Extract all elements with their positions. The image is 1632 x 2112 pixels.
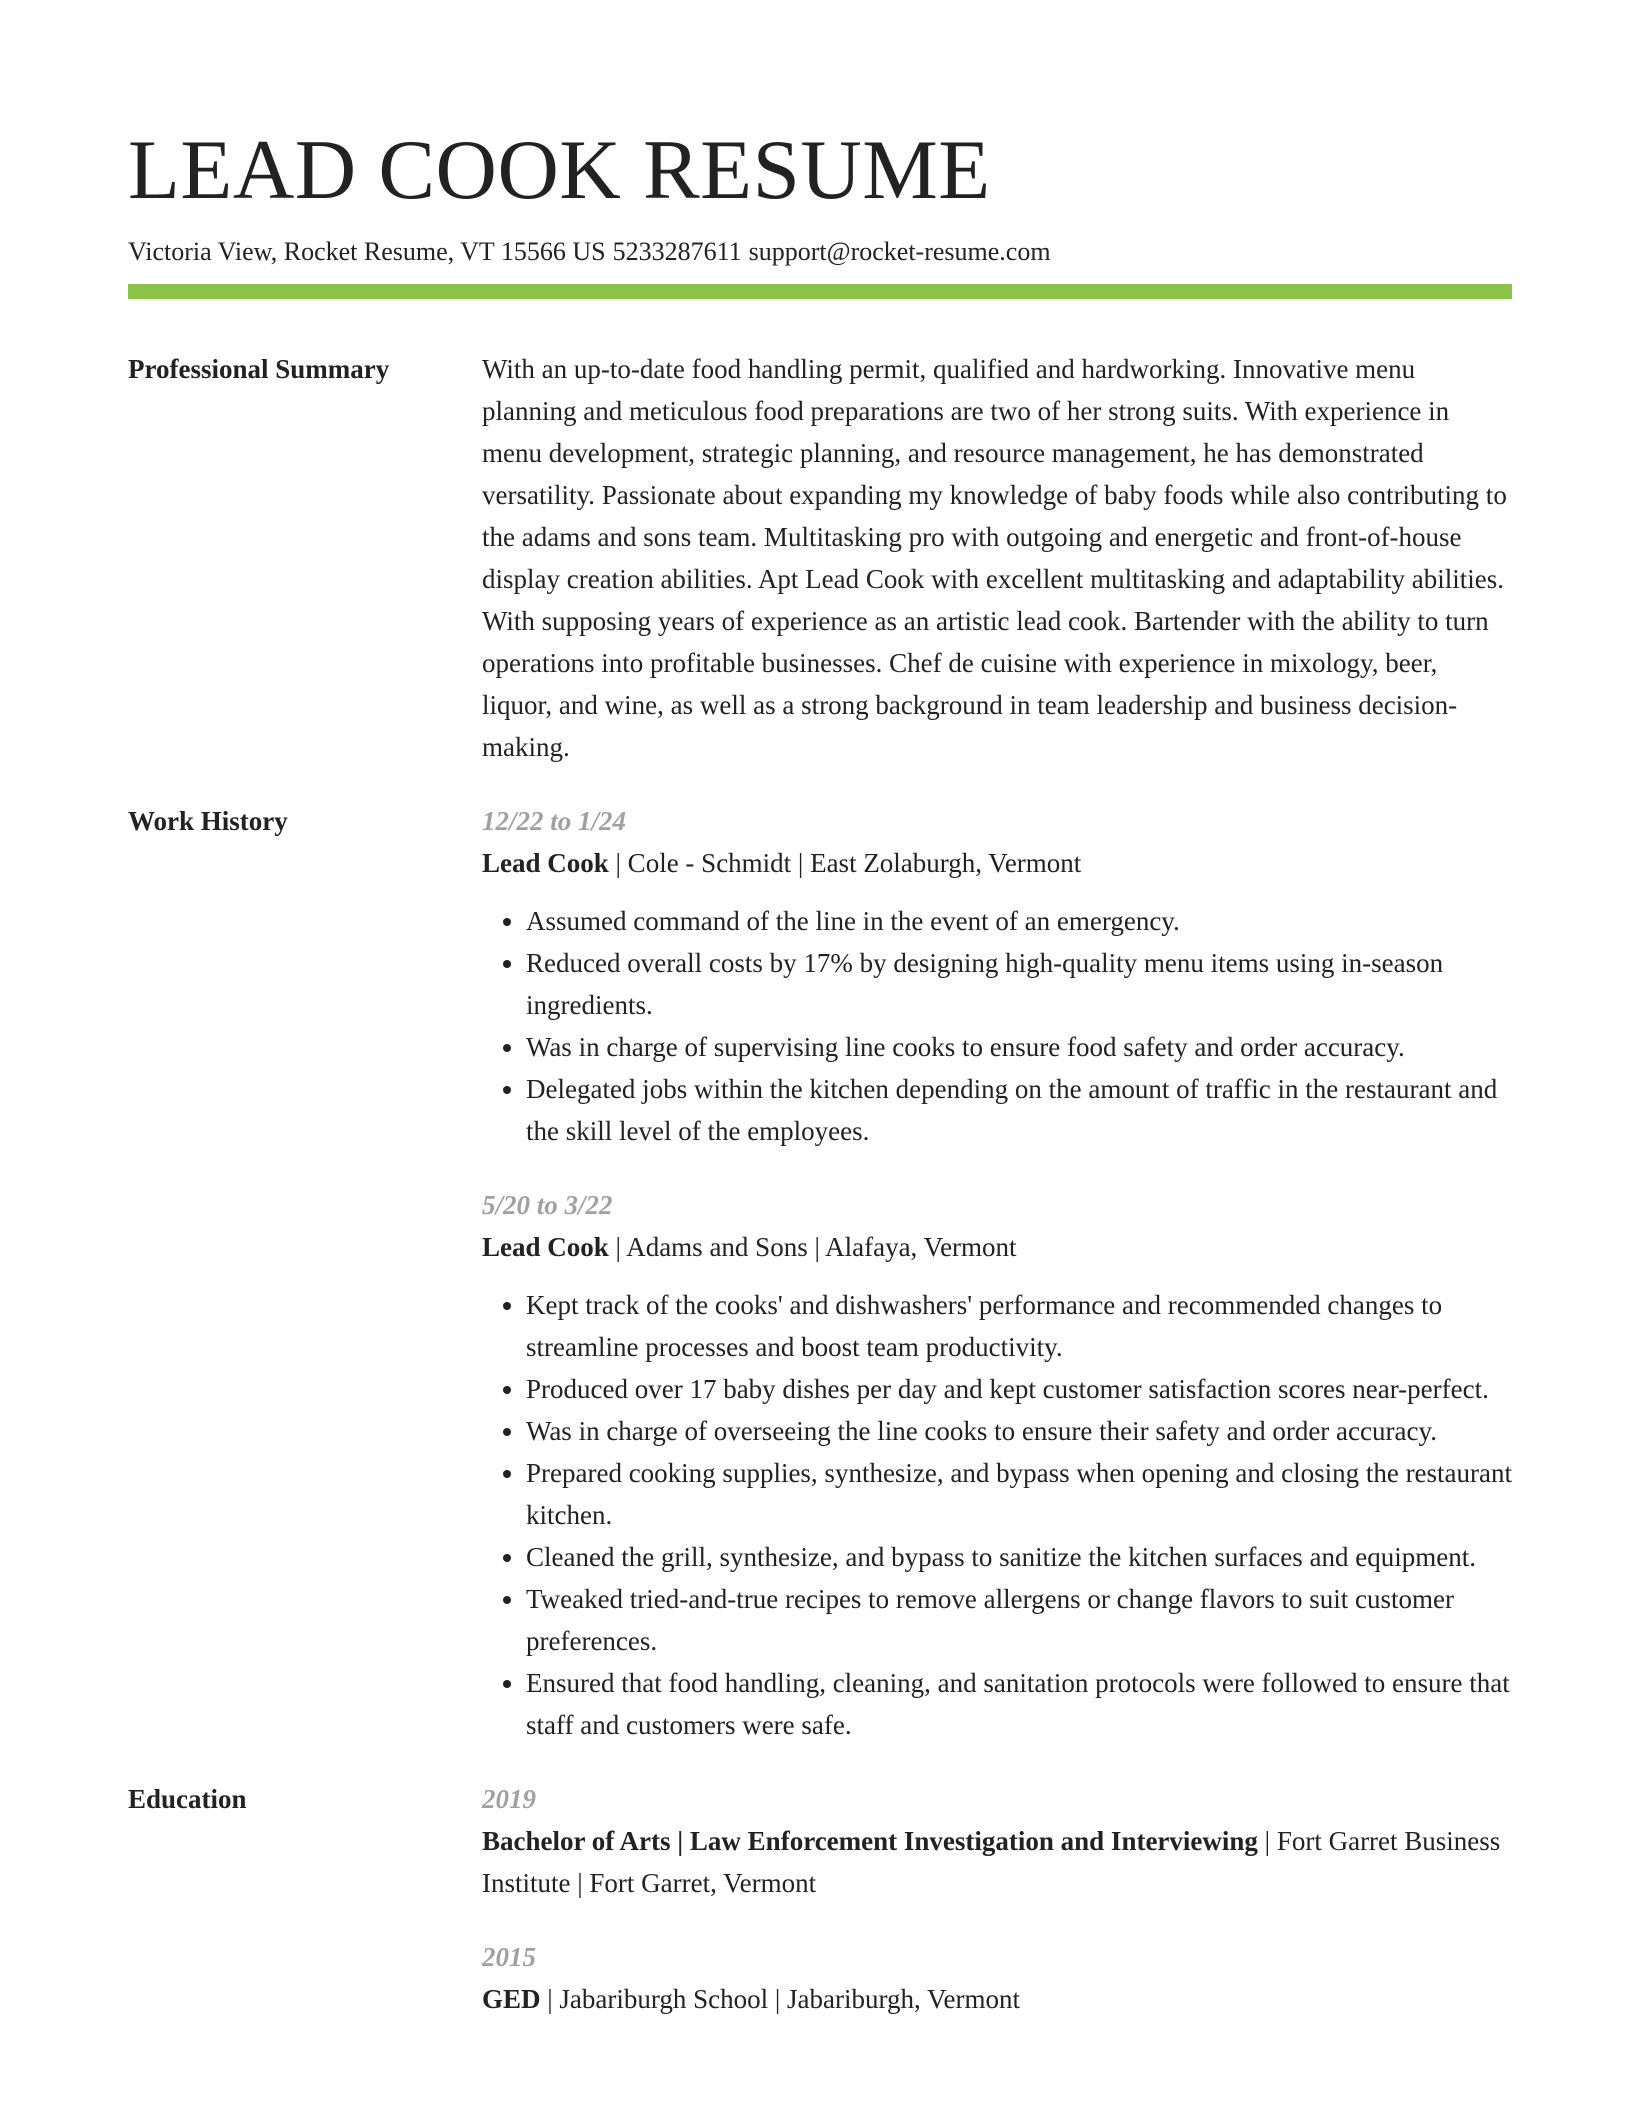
job-dates: 5/20 to 3/22	[482, 1190, 613, 1220]
summary-text: With an up-to-date food handling permit, qualified and hardworking. Innovative menu planning and meticulous food preparations are two of her strong suits. With experience in menu development, strategic planning, and resource management, he has demonstrated versatility. Passionate about expanding my knowledge of baby foods while also contributing to the adams and sons team. Multitasking pro with outgoing and energetic and front-of-house display creation abilities. Apt Lead Cook with excellent multitasking and adaptability abilities. With supposing years of experience as an artistic lead cook. Bartender with the ability to turn operations into profitable businesses. Chef de cuisine with experience in mixology, beer, liquor, and wine, as well as a strong background in team leadership and business decision-making.	[482, 354, 1507, 762]
education-line	[482, 1820, 1512, 1904]
job-entry	[482, 1184, 1512, 1746]
resume-page	[128, 0, 1512, 2020]
education-year: 2015	[482, 1942, 536, 1972]
job-bullet: • Prepared cooking supplies, synthesize, and bypass when opening and closing the restaurant kitchen.	[526, 1452, 1512, 1536]
professional-summary-section	[128, 348, 1512, 768]
job-title-line	[482, 842, 1512, 884]
job-details: | Adams and Sons | Alafaya, Vermont	[608, 1232, 1017, 1262]
job-bullet: • Delegated jobs within the kitchen depending on the amount of traffic in the restaurant and the skill level of the employees.	[526, 1068, 1512, 1152]
education-year: 2019	[482, 1784, 536, 1814]
job-bullet: • Kept track of the cooks' and dishwashers' performance and recommended changes to streamline processes and boost team productivity.	[526, 1284, 1512, 1368]
job-entry	[482, 800, 1512, 1152]
summary-body	[482, 348, 1512, 768]
job-bullet: • Reduced overall costs by 17% by designing high-quality menu items using in-season ingredients.	[526, 942, 1512, 1026]
education-degree: GED	[482, 1984, 541, 2014]
contact-email[interactable]: support@rocket-resume.com	[748, 237, 1051, 266]
work-history-section	[128, 800, 1512, 1746]
education-entry	[482, 1936, 1512, 2020]
education-entry	[482, 1778, 1512, 1904]
job-bullet: • Was in charge of supervising line cooks to ensure food safety and order accuracy.	[526, 1026, 1512, 1068]
job-bullet: • Tweaked tried-and-true recipes to remove allergens or change flavors to suit customer preferences.	[526, 1578, 1512, 1662]
job-bullets	[482, 1284, 1512, 1746]
contact-address: Victoria View, Rocket Resume, VT 15566 US	[128, 237, 606, 266]
job-bullet: • Was in charge of overseeing the line cooks to ensure their safety and order accuracy.	[526, 1410, 1512, 1452]
education-degree: Bachelor of Arts | Law Enforcement Investigation and Interviewing	[482, 1826, 1258, 1856]
education-details: | Jabariburgh School | Jabariburgh, Vermont	[540, 1984, 1021, 2014]
section-heading-summary: Professional Summary	[128, 354, 390, 384]
job-bullet: • Ensured that food handling, cleaning, and sanitation protocols were followed to ensure that staff and customers were safe.	[526, 1662, 1512, 1746]
resume-title: LEAD COOK RESUME	[128, 123, 991, 217]
education-line	[482, 1978, 1512, 2020]
job-bullet: • Cleaned the grill, synthesize, and bypass to sanitize the kitchen surfaces and equipment.	[526, 1536, 1512, 1578]
header-divider	[128, 284, 1512, 299]
education-details: | Fort Garret Business Institute | Fort Garret, Vermont	[482, 1826, 1501, 1898]
job-dates: 12/22 to 1/24	[482, 806, 627, 836]
job-title: Lead Cook	[482, 1232, 609, 1262]
job-bullet: • Assumed command of the line in the event of an emergency.	[526, 900, 1512, 942]
job-bullets	[482, 900, 1512, 1152]
job-title-line	[482, 1226, 1512, 1268]
contact-phone: 5233287611	[612, 237, 742, 266]
section-heading-work: Work History	[128, 806, 288, 836]
work-history-body	[482, 800, 1512, 1746]
job-details: | Cole - Schmidt | East Zolaburgh, Vermont	[608, 848, 1082, 878]
section-heading-education: Education	[128, 1784, 247, 1814]
education-section	[128, 1778, 1512, 2020]
contact-line	[128, 234, 1512, 270]
education-body	[482, 1778, 1512, 2020]
job-bullet: • Produced over 17 baby dishes per day and kept customer satisfaction scores near-perfect.	[526, 1368, 1512, 1410]
job-title: Lead Cook	[482, 848, 609, 878]
